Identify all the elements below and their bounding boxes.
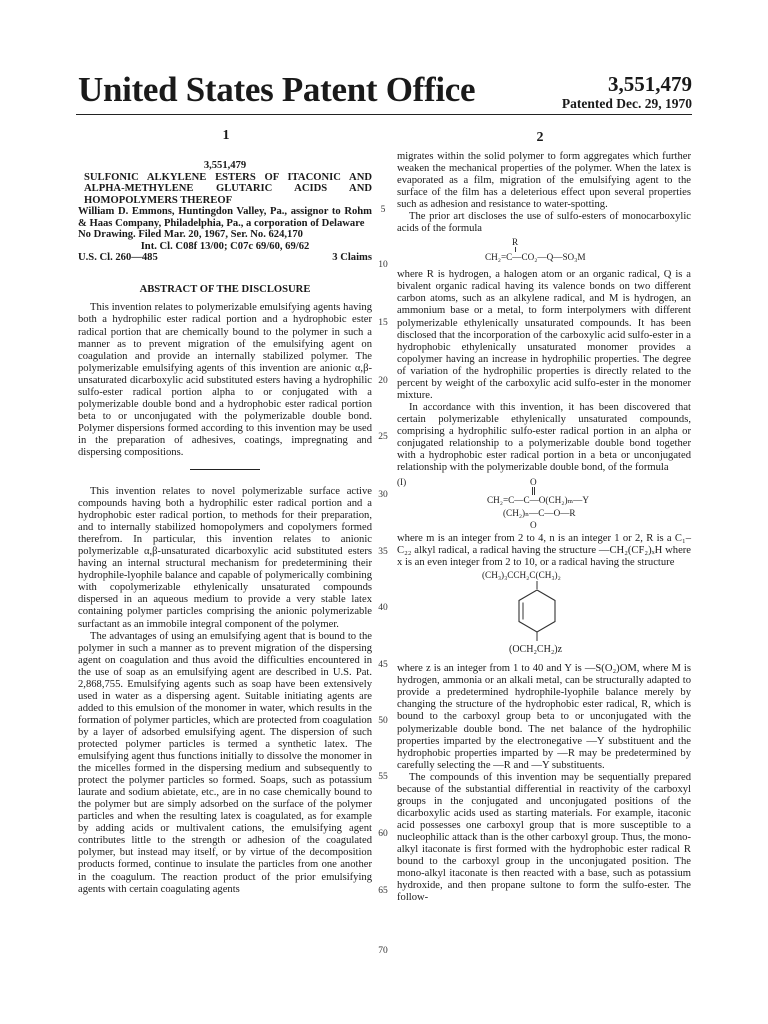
line-number-gutter [373,0,393,1024]
benzene-ring-icon [507,581,567,643]
formula-ethoxy-group: (OCH₂CH₂)z [509,644,563,656]
front-filing: No Drawing. Filed Mar. 20, 1967, Ser. No. 624,170 [78,229,303,241]
formula-double-bond [532,487,535,495]
line-number: 15 [378,318,388,328]
abstract-text: This invention relates to polymerizable emulsifying agents having both a hydrophilic ester radical portion and a hydrophobic ester radical portion that are chemically bound to the polymer in such a manner as to prevent migration of the emulsifying agent on coagulation and provide an internally stabilized polymer. The polymerizable emulsifying agents of this invention are anionic α,β-unsaturated dicarboxylic acid substituted esters having a hydrophilic sulfo-ester radical portion alpha to or conjugated with a polymerizable double bond and a hydrophobic ester radical portion beta to or unconjugated with the polymerizable double bond. Polymer dispersions formed according to this invention may be used in the preparation of adhesives, coatings, impregnating and dispersing compositions. [78,302,372,458]
patent-number: 3,551,479 [608,72,692,96]
front-inventor: William D. Emmons, Huntingdon Valley, Pa., assignor to Rohm & Haas Company, Philadelphia, Pa., a corporation of Delaware [78,205,372,229]
abstract-heading: ABSTRACT OF THE DISCLOSURE [139,284,311,296]
line-number: 60 [378,829,388,839]
line-number: 50 [378,716,388,726]
body-paragraph: where z is an integer from 1 to 40 and Y is —S(O₂)OM, where M is hydrogen, ammonia or an alkali metal, can be structurally adapted to provide a predetermined hydrophile-lyophile balance merely by changing the structure of the hydrophobic ester radical, R, which is bound to the carboxyl group beta to or unconjugated with the polymerizable double bond. The net balance of the hydrophilic properties imparted by the electronegative —Y substituent and the hydrophobic properties imparted by —R may be predetermined by carefully selecting the —R and —Y substituents. [397,663,691,771]
line-number: 65 [378,886,388,896]
front-title: SULFONIC ALKYLENE ESTERS OF ITACONIC AND ALPHA-METHYLENE GLUTARIC ACIDS AND HOMOPOLYMERS THEREOF [84,172,372,206]
formula-oxygen-top: O [530,477,537,488]
formula-r-substituent: R [512,237,519,248]
line-number: 25 [378,432,388,442]
right-column [397,151,691,904]
formula-line-two: (CH₂)ₙ—C—O—R [503,508,576,519]
office-title: United States Patent Office [78,70,476,109]
front-claims: 3 Claims [332,252,372,264]
body-paragraph: In accordance with this invention, it has been discovered that certain polymerizable ethylenically unsaturated compounds, comprising a hydrophilic sulfo-ester radical portion in an alpha or conjugated relationship to a polymerizable double bond together with a hydrophobic ester radical portion in a beta or unconjugated relationship with the polymerizable double bond, of the formula [397,401,691,474]
formula-line-one: CH₂=C—C—O(CH₂)ₘ—Y [487,495,589,506]
column-number-left: 1 [222,128,230,143]
line-number: 70 [378,946,388,956]
line-number: 30 [378,490,388,500]
front-patent-number: 3,551,479 [203,160,247,171]
body-paragraph: This invention relates to novel polymerizable surface active compounds having both a hydrophilic ester radical portion and a hydrophobic ester radical portion, to methods for their preparation, and to internally stabilized homopolymers and copolymers formed therefrom. In particular, this invention relates to anionic polymerizable α,β-unsaturated dicarboxylic acid substituted esters having an internal structural mechanism for predetermining their hydrophile-lyophile balance and capable of polymerically combining with copolymerizable ethylenically unsaturated compounds dispersed in an aqueous medium to provide a very stable latex containing polymer particles comprising the anionic polymerizable surfactant as an immobile integral component of the polymer. [78,486,372,630]
line-number: 40 [378,603,388,613]
formula-label: (I) [397,477,407,488]
line-number: 10 [378,260,388,270]
body-paragraph: The prior art discloses the use of sulfo-esters of monocarboxylic acids of the formula [397,211,691,235]
formula-alkyl-group: (CH₃)₃CCH₂C(CH₃)₂ [482,570,561,581]
formula-oxygen-bottom: O [530,520,537,531]
body-paragraph: The compounds of this invention may be sequentially prepared because of the substantial differential in reactivity of the carboxyl groups in the conjugated and unconjugated positions of the dicarboxylic acids used as starting materials. For example, itaconic acid possesses one carboxyl group that is more susceptible to a nucleophilic attack than is the other carboxyl group. Thus, the mono-alkyl itaconate is first formed with the hydrophobic ester radical R bound to the carboxyl group in the unconjugated position. The mono-alkyl itaconate is then reacted with a base, such as potassium hydroxide, and then propane sultone to form the sulfo-ester. The follow- [397,771,691,904]
body-paragraph: where R is hydrogen, a halogen atom or an organic radical, Q is a bivalent organic radical having its valence bonds on two different carbon atoms, such as an alkylene radical, and M is hydrogen, an ammonium base or a metal, to form interpolymers with different polymerizable ethylenically unsaturated compounds. It has been disclosed that the incorporation of the carboxylic acid sulfo-ester in a hydrophobic ethylenically unsaturated monomer provides a copolymer having an increase in hydrophilic properties. The degree of variation of the hydrophilic properties is directly related to the percent by weight of the carboxylic acid sulfo-ester in the monomer mixture. [397,269,691,401]
line-number: 55 [378,772,388,782]
column-number-right: 2 [536,130,544,145]
formula-phenyl-structure [397,570,691,660]
formula-one [397,475,691,531]
front-us-cl-row [78,252,372,264]
line-number: 35 [378,547,388,557]
line-number: 5 [380,205,386,215]
left-column [78,160,372,896]
patented-date: Patented Dec. 29, 1970 [561,96,692,111]
line-number: 20 [378,376,388,386]
body-paragraph: migrates within the solid polymer to form aggregates which further weaken the mechanical properties of the polymer. When the latex is evaporated as a film, migration of the emulsifying agent to the surface of the film has a deleterious effect upon several properties such as adhesion and resistance to water-spotting. [397,151,691,211]
line-number: 45 [378,660,388,670]
body-paragraph: where m is an integer from 2 to 4, n is an integer 1 or 2, R is a C₁–C₂₂ alkyl radical, a radical having the structure —CH₂(CF₂)ₓH where x is an even integer from 2 to 10, or a radical having the structure [397,533,691,569]
body-paragraph: The advantages of using an emulsifying agent that is bound to the polymer in such a manner as to prevent migration of the dispersing agent on coagulation and thus avoid the difficulties encountered in the use of soap as an emulsifying agent are described in U.S. Pat. 2,868,755. Emulsifying agents such as soap have been extensively used in water as a dispersing agent. Suitable initiating agents are added to this emulsion of the monomer in water, which results in the formation of polymer particles, which are protected from coagulation by a layer of adsorbed emulsifying agent. The dispersion of such protected polymer particles is termed a synthetic latex. The emulsifying agent thus functions initially to dissolve the monomer in the micelles formed in the dispersing medium and subsequently to protect the polymer particles so formed. Soaps, such as potassium laurate and sodium abietate, etc., are in no case chemically bound to the polymer but are simply adsorbed on the surface of the polymer particles and when the resulting latex is coagulated, as for example by adding acids or multivalent cations, the emulsifying agent contributes little to the strength or adhesion of the coagulated polymer, but instead may itself, or by virtue of the decomposition products formed, continue to insulate the particles from one another in the coagulum. The reaction product of the prior emulsifying agents with certain coagulating agents [78,630,372,895]
formula-sulfo-ester [397,237,691,265]
abstract-rule [190,469,260,470]
front-us-cl: U.S. Cl. 260—485 [78,252,158,264]
front-int-cl: Int. Cl. C08f 13/00; C07c 69/60, 69/62 [140,240,310,252]
formula-main: CH₂=C—CO₂—Q—SO₃M [485,252,586,263]
